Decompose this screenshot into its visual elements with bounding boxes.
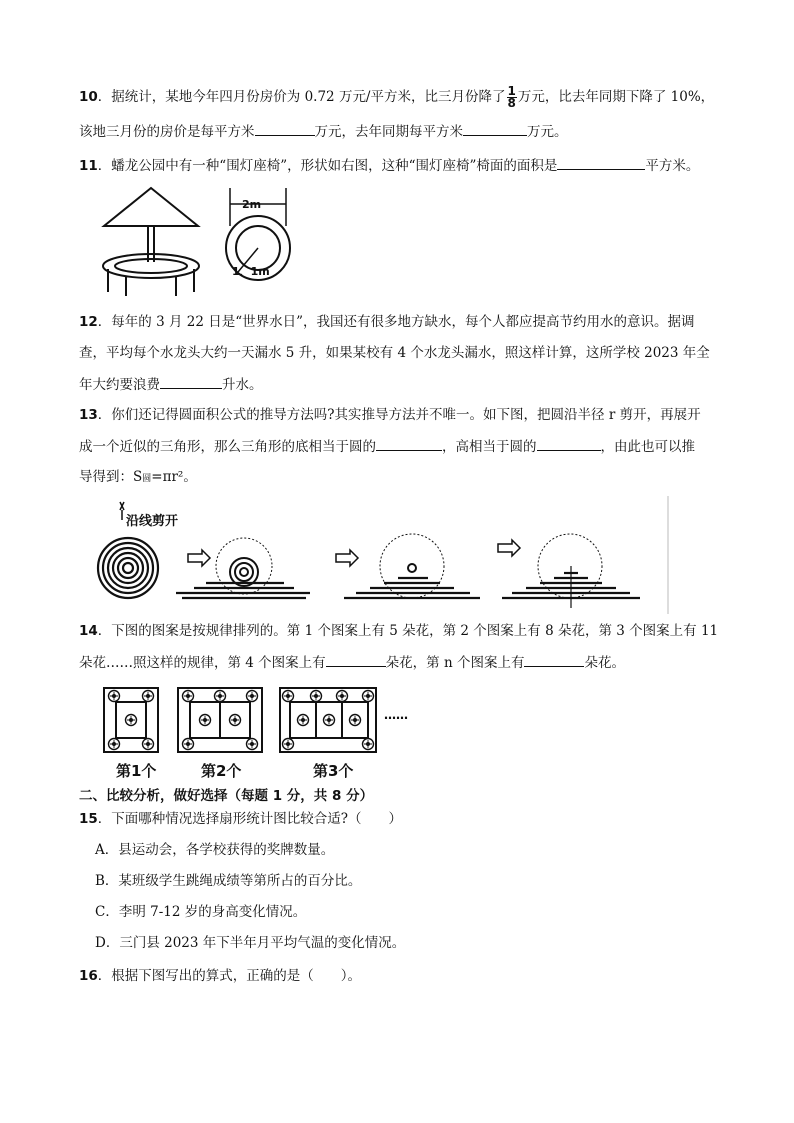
q14-text-a: ．下图的图案是按规律排列的。第 1 个图案上有 5 朵花，第 2 个图案上有 8 朵花，第 3 个图案上有 11 (97, 623, 719, 639)
q10-text-a: ．据统计，某地今年四月份房价为 0.72 万元/平方米，比三月份降了 (97, 89, 506, 105)
q10-blank-1[interactable] (255, 121, 315, 136)
q13-subscript: 圆 (142, 474, 152, 484)
q11-number: 11 (79, 158, 98, 174)
q12-line3 (79, 374, 263, 395)
q12-text-d: 升水。 (222, 377, 263, 393)
q15-number: 15 (79, 811, 98, 827)
pattern-label-3: 第3个 (313, 762, 354, 780)
q14-blank-2[interactable] (524, 652, 584, 667)
q11-blank[interactable] (557, 155, 645, 170)
circle-unroll-figure (94, 496, 674, 614)
q16-line (79, 966, 361, 986)
q15-option-d[interactable]: D．三门县 2023 年下半年月平均气温的变化情况。 (95, 935, 406, 951)
q15-text: ．下面哪种情况选择扇形统计图比较合适?（ ） (97, 811, 403, 827)
pattern-label-2: 第2个 (201, 762, 242, 780)
q13-text-b: 成一个近似的三角形，那么三角形的底相当于圆的 (79, 439, 376, 455)
q10-line2 (79, 121, 568, 142)
q10-text-c: 该地三月份的房价是每平方米 (79, 124, 255, 140)
q12-line1 (79, 312, 695, 332)
q13-text-a: ．你们还记得圆面积公式的推导方法吗?其实推导方法并不唯一。如下图，把圆沿半径 r 剪开，再展开 (97, 407, 701, 423)
pattern-label-1: 第1个 (116, 762, 157, 780)
dim-inner-label: 1．1m (232, 265, 270, 278)
q16-text: ．根据下图写出的算式，正确的是（ ）。 (97, 968, 362, 984)
cut-along-line-label: 沿线剪开 (126, 514, 179, 529)
q12-line2: 查，平均每个水龙头大约一天漏水 5 升，如果某校有 4 个水龙头漏水，照这样计算，这所学校 2023 年全 (79, 345, 710, 361)
q13-blank-1[interactable] (376, 436, 442, 451)
q15-line (79, 809, 402, 829)
q16-number: 16 (79, 968, 98, 984)
q12-blank[interactable] (160, 374, 222, 389)
q13-text-c: ，高相当于圆的 (442, 439, 537, 455)
q11-line (79, 155, 699, 176)
q13-line3 (79, 467, 197, 489)
flower-pattern-figure (102, 686, 378, 756)
q10-text-e: 万元。 (527, 124, 568, 140)
q10-text-d: 万元，去年同期每平方米 (314, 124, 463, 140)
q15-option-a[interactable]: A．县运动会，各学校获得的奖牌数量。 (95, 842, 335, 858)
q12-text-c: 年大约要浪费 (79, 377, 160, 393)
q14-line2 (79, 652, 625, 673)
q14-blank-1[interactable] (326, 652, 386, 667)
q13-text-e: 导得到：S (79, 469, 143, 485)
q10-line1 (79, 86, 714, 109)
pattern-ellipsis: …… (384, 708, 408, 722)
lamp-chair-figure (96, 186, 206, 298)
q15-option-c[interactable]: C．李明 7-12 岁的身高变化情况。 (95, 904, 307, 920)
q11-text-a: ．蟠龙公园中有一种“围灯座椅”，形状如右图，这种“围灯座椅”椅面的面积是 (97, 158, 558, 174)
q10-blank-2[interactable] (463, 121, 527, 136)
q15-option-b[interactable]: B．某班级学生跳绳成绩等第所占的百分比。 (95, 873, 362, 889)
dim-outer-label: 2m (242, 198, 262, 211)
q13-line1 (79, 405, 701, 425)
q14-line1 (79, 621, 718, 641)
q13-text-d: ，由此也可以推 (600, 439, 695, 455)
q14-text-d: 朵花。 (584, 655, 625, 671)
q12-text-a: ．每年的 3 月 22 日是“世界水日”，我国还有很多地方缺水，每个人都应提高节约用水的意识。据调 (97, 314, 695, 330)
q14-text-b: 朵花……照这样的规律，第 4 个图案上有 (79, 655, 326, 671)
q13-number: 13 (79, 407, 98, 423)
q11-text-b: 平方米。 (645, 158, 700, 174)
section-2-title: 二、比较分析，做好选择（每题 1 分，共 8 分） (79, 788, 374, 804)
q14-text-c: 朵花，第 n 个图案上有 (385, 655, 525, 671)
q13-line2 (79, 436, 695, 457)
q12-number: 12 (79, 314, 98, 330)
q10-fraction: $\frac{1}{8}$ (507, 84, 516, 110)
q13-text-f: =πr²。 (151, 469, 197, 485)
q10-number: 10 (79, 89, 98, 105)
q13-blank-2[interactable] (537, 436, 601, 451)
q14-number: 14 (79, 623, 98, 639)
q10-text-b: 万元，比去年同期下降了 10%， (517, 89, 715, 105)
